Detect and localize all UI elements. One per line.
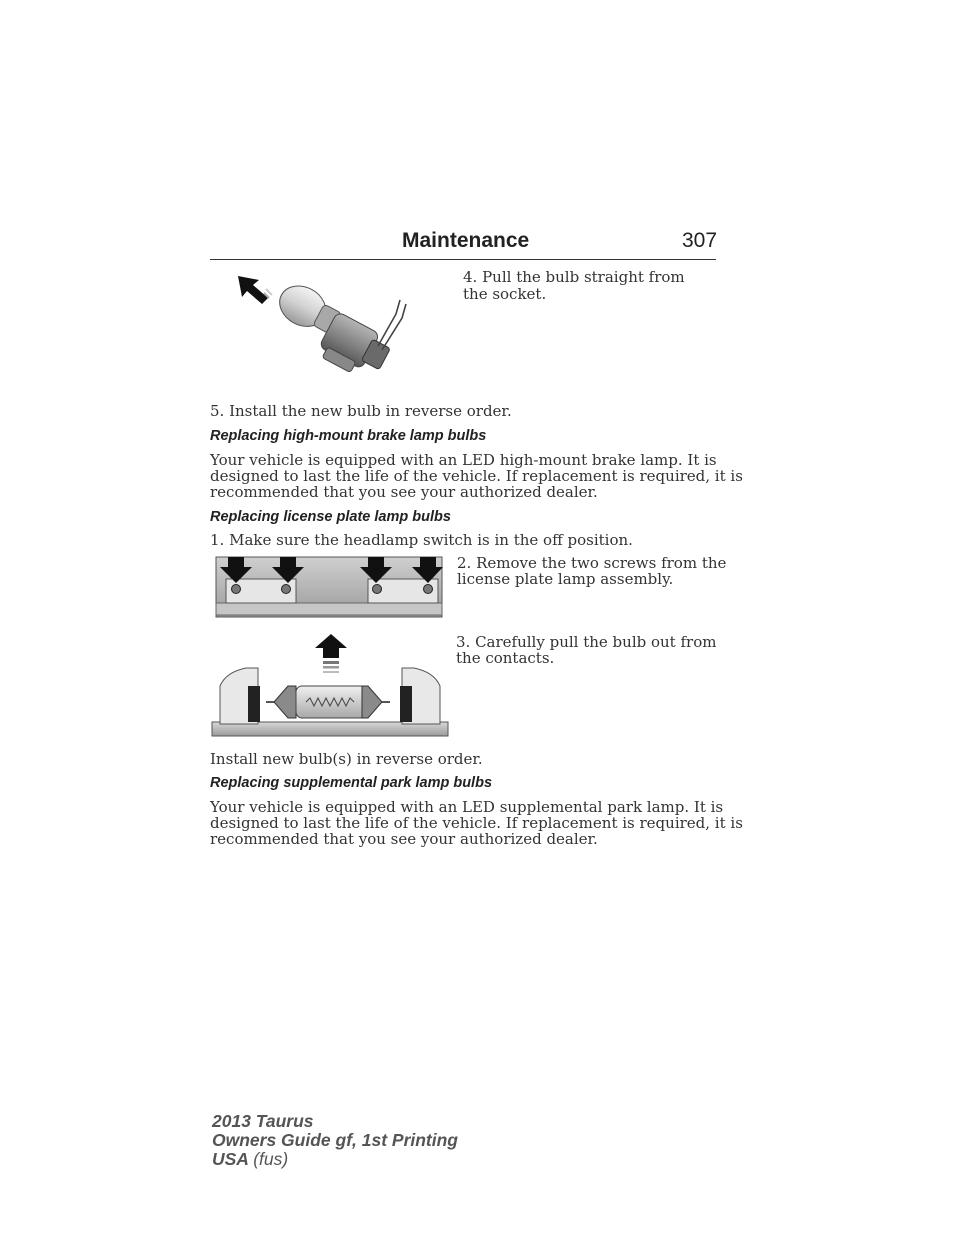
supplemental-line-2: designed to last the life of the vehicle. If replacement is required, it is [210, 814, 743, 832]
footer-region [212, 1150, 458, 1169]
license-step-3-line-2: the contacts. [456, 649, 555, 667]
section-title: Maintenance [402, 229, 530, 252]
footer [212, 1112, 458, 1169]
license-step-1: 1. Make sure the headlamp switch is in the off position. [210, 531, 633, 549]
festoon-bulb-icon [266, 686, 390, 718]
license-step-2-line-1: 2. Remove the two screws from the [457, 554, 727, 572]
supplemental-line-3: recommended that you see your authorized dealer. [210, 830, 598, 848]
license-plate-heading: Replacing license plate lamp bulbs [210, 509, 451, 525]
high-mount-heading: Replacing high-mount brake lamp bulbs [210, 428, 487, 444]
license-install-text: Install new bulb(s) in reverse order. [210, 750, 483, 768]
license-step-3-line-1: 3. Carefully pull the bulb out from [456, 633, 717, 651]
supplemental-park-heading: Replacing supplemental park lamp bulbs [210, 775, 493, 791]
wire-icon [378, 300, 406, 350]
step-4-text: 4. Pull the bulb straight from the socket. [463, 268, 685, 303]
license-step-2-line-2: license plate lamp assembly. [457, 570, 674, 588]
page-number: 307 [682, 229, 718, 252]
step-5-text: 5. Install the new bulb in reverse order. [210, 402, 512, 420]
license-lamp-screws-illustration [212, 555, 444, 619]
license-bulb-removal-illustration [210, 632, 450, 738]
high-mount-line-3: recommended that you see your authorized dealer. [210, 483, 598, 501]
supplemental-line-1: Your vehicle is equipped with an LED supplemental park lamp. It is [210, 798, 724, 816]
footer-code: (fus) [253, 1149, 289, 1169]
header-rule [210, 259, 716, 260]
arrow-up-icon [315, 634, 347, 673]
footer-model: 2013 Taurus [212, 1111, 314, 1131]
high-mount-line-2: designed to last the life of the vehicle. If replacement is required, it is [210, 467, 743, 485]
footer-country: USA [212, 1149, 249, 1169]
bulb-removal-illustration [228, 268, 418, 388]
footer-guide: Owners Guide gf, 1st Printing [212, 1130, 458, 1150]
high-mount-line-1: Your vehicle is equipped with an LED high-mount brake lamp. It is [210, 451, 717, 469]
arrow-up-left-icon [238, 276, 272, 304]
